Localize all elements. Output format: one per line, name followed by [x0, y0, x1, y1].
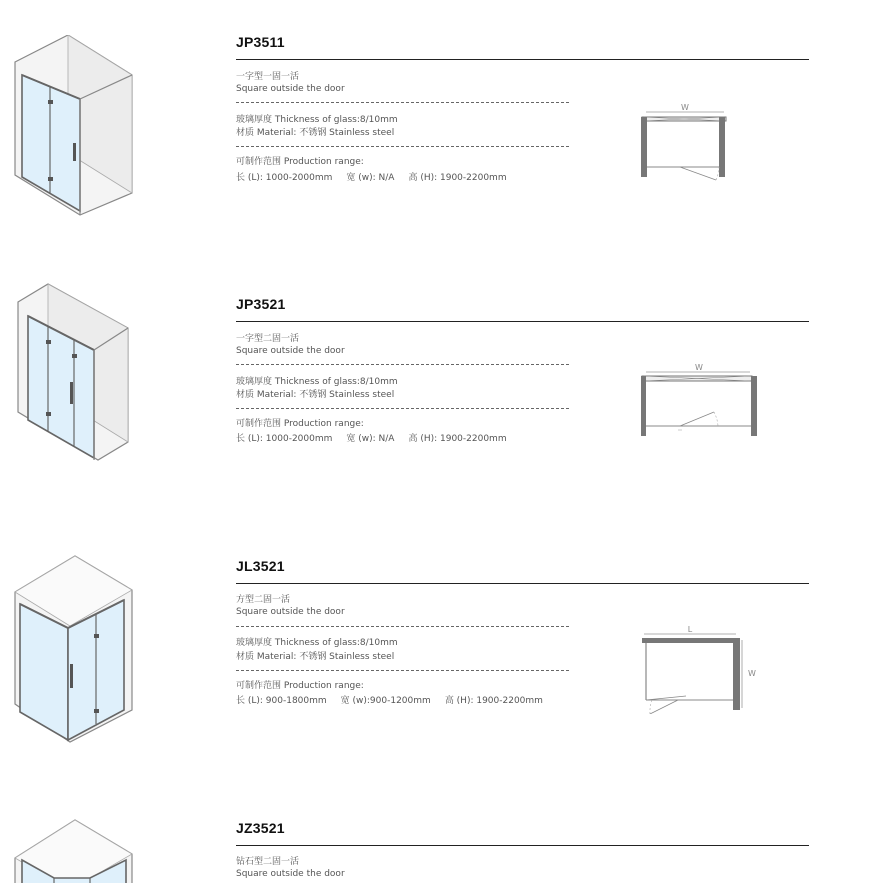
- product-code: JL3521: [236, 558, 285, 574]
- divider: [236, 102, 569, 103]
- production-range-label: 可制作范围 Production range:: [236, 419, 364, 429]
- dim-length: 长 (L): 1000-2000mm: [236, 434, 333, 444]
- divider: [236, 408, 569, 409]
- product-code: JP3511: [236, 34, 285, 50]
- material: 材质 Material: 不锈钢 Stainless steel: [236, 652, 395, 662]
- dim-height: 高 (H): 1900-2200mm: [408, 173, 507, 183]
- plan-label-w: W: [681, 103, 689, 112]
- product-code: JZ3521: [236, 820, 285, 836]
- shower-enclosure-illustration-jp3511: [10, 35, 140, 225]
- title-rule: [236, 321, 809, 322]
- shower-enclosure-illustration-jz3521: [10, 818, 140, 883]
- product-type: 一字型二固一活: [236, 334, 300, 344]
- shower-enclosure-illustration-jp3521: [10, 282, 140, 472]
- product-jz3521: [0, 816, 883, 883]
- product-jp3511: [0, 30, 883, 292]
- product-type: 方型二固一活: [236, 595, 291, 605]
- dim-width: 宽 (w): N/A: [346, 434, 395, 444]
- product-jl3521: [0, 554, 883, 816]
- product-jp3521: [0, 292, 883, 554]
- divider: [236, 364, 569, 365]
- door-type: Square outside the door: [236, 607, 345, 617]
- plan-label-w: W: [748, 669, 756, 678]
- product-type: 一字型一固一活: [236, 72, 300, 82]
- product-type: 钻石型二固一活: [236, 857, 300, 867]
- door-type: Square outside the door: [236, 346, 345, 356]
- door-type: Square outside the door: [236, 869, 345, 879]
- dim-length: 长 (L): 1000-2000mm: [236, 173, 333, 183]
- production-range-label: 可制作范围 Production range:: [236, 157, 364, 167]
- floor-plan-jp3511: [630, 100, 760, 190]
- door-type: Square outside the door: [236, 84, 345, 94]
- title-rule: [236, 583, 809, 584]
- material: 材质 Material: 不锈钢 Stainless steel: [236, 390, 395, 400]
- material: 材质 Material: 不锈钢 Stainless steel: [236, 128, 395, 138]
- divider: [236, 626, 569, 627]
- dim-length: 长 (L): 900-1800mm: [236, 696, 327, 706]
- plan-label-l: L: [687, 625, 693, 634]
- dim-height: 高 (H): 1900-2200mm: [408, 434, 507, 444]
- dim-height: 高 (H): 1900-2200mm: [444, 696, 543, 706]
- glass-thickness: 玻璃厚度 Thickness of glass:8/10mm: [236, 115, 398, 125]
- glass-thickness: 玻璃厚度 Thickness of glass:8/10mm: [236, 377, 398, 387]
- dim-width: 宽 (w): N/A: [346, 173, 395, 183]
- production-range-label: 可制作范围 Production range:: [236, 681, 364, 691]
- divider: [236, 146, 569, 147]
- glass-thickness: 玻璃厚度 Thickness of glass:8/10mm: [236, 638, 398, 648]
- floor-plan-jl3521: [630, 624, 760, 714]
- floor-plan-jp3521: [630, 362, 760, 452]
- title-rule: [236, 59, 809, 60]
- dimensions: [236, 172, 521, 184]
- plan-label-w: W: [695, 363, 703, 372]
- dim-width: 宽 (w):900-1200mm: [340, 696, 431, 706]
- divider: [236, 670, 569, 671]
- title-rule: [236, 845, 809, 846]
- dimensions: [236, 433, 521, 445]
- product-code: JP3521: [236, 296, 286, 312]
- dimensions: [236, 695, 557, 707]
- shower-enclosure-illustration-jl3521: [10, 554, 140, 744]
